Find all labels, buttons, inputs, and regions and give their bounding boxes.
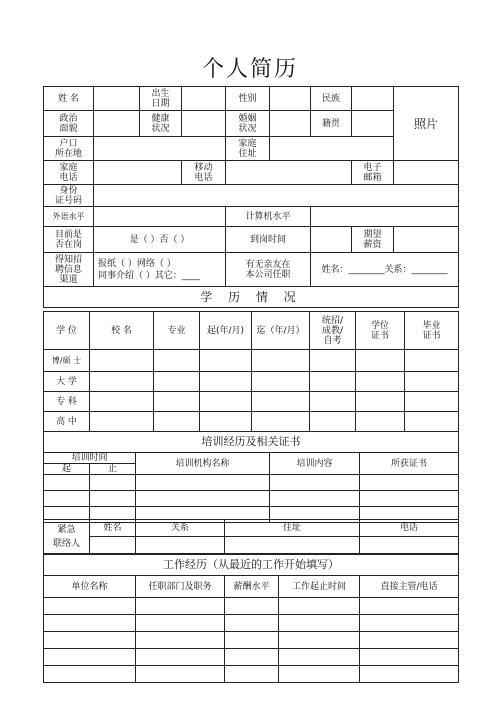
arrival-field[interactable] [311, 227, 352, 253]
work-cell[interactable] [360, 632, 459, 649]
emergency-address-header: 住址 [225, 520, 360, 537]
name-label: 姓 名 [44, 87, 94, 111]
edu-row-label: 高 中 [44, 412, 90, 432]
work-cell[interactable] [360, 598, 459, 615]
training-cell[interactable] [44, 491, 90, 507]
mobile-field[interactable] [226, 161, 352, 185]
work-cell[interactable] [360, 615, 459, 632]
resume-table-top [43, 86, 459, 308]
edu-cell[interactable] [154, 350, 200, 372]
work-cell[interactable] [225, 615, 279, 632]
foreign-lang-label: 外语水平 [44, 207, 94, 227]
edu-cell[interactable] [310, 350, 356, 372]
training-content-header: 培训内容 [270, 453, 360, 475]
employed-label: 目前是 否在岗 [44, 227, 94, 253]
work-cell[interactable] [44, 598, 136, 615]
salary-field[interactable] [394, 227, 459, 253]
training-cell[interactable] [360, 475, 459, 491]
training-cell[interactable] [44, 475, 90, 491]
salary-label: 期望 薪资 [352, 227, 394, 253]
work-cell[interactable] [225, 632, 279, 649]
work-cell[interactable] [44, 666, 136, 683]
work-cell[interactable] [225, 598, 279, 615]
edu-header-major: 专业 [154, 312, 200, 350]
edu-cell[interactable] [90, 392, 154, 412]
edu-cell[interactable] [405, 350, 459, 372]
training-heading: 培训经历及相关证书 [44, 432, 459, 453]
source-options[interactable] [94, 253, 226, 287]
relatives-label: 有无亲友在 本公司任职 [226, 253, 311, 287]
work-cell[interactable] [136, 632, 225, 649]
health-field[interactable] [182, 111, 226, 137]
edu-header-type: 统招/ 成教/ 自考 [310, 312, 356, 350]
edu-row-label: 博/硕 士 [44, 350, 90, 372]
work-cell[interactable] [279, 666, 360, 683]
edu-cell[interactable] [405, 372, 459, 392]
edu-cell[interactable] [154, 372, 200, 392]
hukou-label: 户口 所在地 [44, 137, 94, 161]
source-options-line2: 同事介绍（ ）其它：____ [98, 270, 200, 281]
edu-header-grad-cert: 毕业 证书 [405, 312, 459, 350]
training-cert-header: 所获证书 [360, 453, 459, 475]
edu-cell[interactable] [252, 350, 310, 372]
edu-cell[interactable] [310, 392, 356, 412]
work-cell[interactable] [360, 666, 459, 683]
edu-cell[interactable] [356, 372, 405, 392]
mobile-label: 移动 电话 [182, 161, 226, 185]
work-cell[interactable] [44, 615, 136, 632]
emergency-cell[interactable] [90, 537, 136, 554]
edu-cell[interactable] [90, 350, 154, 372]
edu-cell[interactable] [405, 392, 459, 412]
email-label: 电子 邮箱 [352, 161, 394, 185]
work-cell[interactable] [136, 649, 225, 666]
training-cell[interactable] [360, 491, 459, 507]
edu-row-label: 大 学 [44, 372, 90, 392]
edu-header-degree: 学 位 [44, 312, 90, 350]
work-cell[interactable] [279, 598, 360, 615]
training-time-header: 培训时间 [44, 453, 136, 464]
education-table [43, 311, 459, 432]
edu-cell[interactable] [90, 372, 154, 392]
photo-box[interactable]: 照片 [394, 87, 459, 161]
source-label: 得知招 聘信息 渠道 [44, 253, 94, 287]
edu-row-label: 专 科 [44, 392, 90, 412]
work-cell[interactable] [44, 649, 136, 666]
computer-label: 计算机水平 [226, 207, 311, 227]
training-cell[interactable] [90, 475, 136, 491]
foreign-lang-field[interactable] [94, 207, 226, 227]
home-addr-label: 家庭 住址 [226, 137, 270, 161]
emergency-cell[interactable] [360, 537, 459, 554]
gender-label: 性别 [226, 87, 270, 111]
home-phone-field[interactable] [94, 161, 182, 185]
gender-field[interactable] [270, 87, 311, 111]
edu-cell[interactable] [154, 412, 200, 432]
training-cell[interactable] [270, 475, 360, 491]
edu-cell[interactable] [356, 392, 405, 412]
work-header-salary: 薪酬水平 [225, 576, 279, 598]
edu-cell[interactable] [200, 392, 252, 412]
marital-label: 婚姻 状况 [226, 111, 270, 137]
marital-field[interactable] [270, 111, 311, 137]
work-cell[interactable] [279, 649, 360, 666]
edu-cell[interactable] [405, 412, 459, 432]
training-cell[interactable] [136, 475, 270, 491]
emergency-table [43, 519, 459, 554]
edu-cell[interactable] [310, 372, 356, 392]
health-label: 健康 状况 [140, 111, 182, 137]
home-phone-label: 家庭 电话 [44, 161, 94, 185]
emergency-name-header: 姓名 [90, 520, 136, 537]
edu-cell[interactable] [200, 350, 252, 372]
political-field[interactable] [94, 111, 140, 137]
source-options-line1: 报纸（ ）网络（ ） [98, 258, 176, 269]
native-label: 籍贯 [311, 111, 352, 137]
native-field[interactable] [352, 111, 394, 137]
edu-cell[interactable] [310, 412, 356, 432]
edu-header-end: 迄（年/月） [252, 312, 310, 350]
work-cell[interactable] [225, 666, 279, 683]
work-cell[interactable] [225, 649, 279, 666]
edu-cell[interactable] [252, 412, 310, 432]
computer-field[interactable] [311, 207, 459, 227]
work-header-dept: 任职部门及职务 [136, 576, 225, 598]
edu-header-school: 校 名 [90, 312, 154, 350]
relatives-fill[interactable]: 姓名：________关系：________ [311, 253, 459, 287]
edu-cell[interactable] [356, 350, 405, 372]
id-field[interactable] [94, 185, 459, 207]
training-from-header: 起 [44, 464, 90, 475]
arrival-label: 到岗时间 [226, 227, 311, 253]
email-field[interactable] [394, 161, 459, 185]
training-cell[interactable] [136, 491, 270, 507]
name-field[interactable] [94, 87, 140, 111]
edu-cell[interactable] [200, 372, 252, 392]
education-heading: 学 历 情 况 [44, 287, 459, 308]
birth-label: 出生 日期 [140, 87, 182, 111]
edu-header-start: 起(年/月) [200, 312, 252, 350]
training-cell[interactable] [270, 491, 360, 507]
work-cell[interactable] [136, 666, 225, 683]
emergency-phone-header: 电话 [360, 520, 459, 537]
emergency-relation-header: 关系 [136, 520, 225, 537]
emergency-label: 紧急 联络人 [44, 520, 90, 554]
training-org-header: 培训机构名称 [136, 453, 270, 475]
training-to-header: 止 [90, 464, 136, 475]
edu-cell[interactable] [252, 392, 310, 412]
id-label: 身份 证号码 [44, 185, 94, 207]
employed-options[interactable]: 是（ ）否（ ） [94, 227, 226, 253]
work-header-company: 单位名称 [44, 576, 136, 598]
edu-cell[interactable] [356, 412, 405, 432]
edu-cell[interactable] [200, 412, 252, 432]
work-header-period: 工作起止时间 [279, 576, 360, 598]
ethnicity-field[interactable] [352, 87, 394, 111]
work-cell[interactable] [279, 632, 360, 649]
emergency-cell[interactable] [225, 537, 360, 554]
work-cell[interactable] [44, 632, 136, 649]
hukou-field[interactable] [94, 137, 226, 161]
edu-cell[interactable] [90, 412, 154, 432]
political-label: 政治 面貌 [44, 111, 94, 137]
edu-header-degree-cert: 学位 证书 [356, 312, 405, 350]
birth-field[interactable] [182, 87, 226, 111]
work-heading: 工作经历（从最近的工作开始填写） [44, 555, 459, 576]
edu-cell[interactable] [252, 372, 310, 392]
ethnicity-label: 民族 [311, 87, 352, 111]
work-cell[interactable] [360, 649, 459, 666]
work-table [43, 554, 459, 683]
page-title: 个人简历 [201, 57, 298, 82]
work-cell[interactable] [279, 615, 360, 632]
training-cell[interactable] [90, 491, 136, 507]
work-header-supervisor: 直接主管/电话 [360, 576, 459, 598]
home-addr-field[interactable] [270, 137, 394, 161]
emergency-cell[interactable] [136, 537, 225, 554]
edu-cell[interactable] [154, 392, 200, 412]
work-cell[interactable] [136, 615, 225, 632]
training-table [43, 431, 459, 523]
work-cell[interactable] [136, 598, 225, 615]
